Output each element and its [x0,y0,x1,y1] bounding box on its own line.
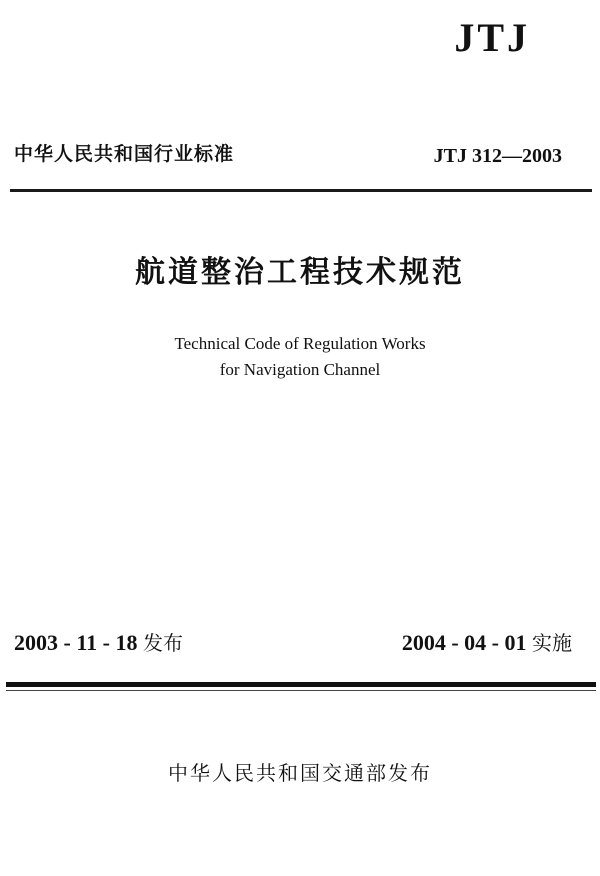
document-title-chinese: 航道整治工程技术规范 [135,255,465,290]
issue-date-label: 发布 [142,631,183,655]
publisher: 中华人民共和国交通部发布 [168,761,432,785]
effective-date-value: 2004 - 04 - 01 [401,630,527,655]
document-title-english [0,331,600,383]
issue-date [14,632,183,654]
standard-logo: JTJ [454,15,530,60]
standard-code: JTJ 312—2003 [433,145,562,167]
footer-divider-thick [6,682,596,687]
footer-divider-thin [6,690,596,691]
issue-date-value: 2003 - 11 - 18 [14,630,138,655]
header-divider [10,189,592,192]
effective-date [402,632,572,654]
effective-date-label: 实施 [532,631,572,655]
english-title-line-2: for Navigation Channel [219,360,381,379]
standard-category: 中华人民共和国行业标准 [14,143,235,165]
english-title-line-1: Technical Code of Regulation Works [174,334,426,353]
